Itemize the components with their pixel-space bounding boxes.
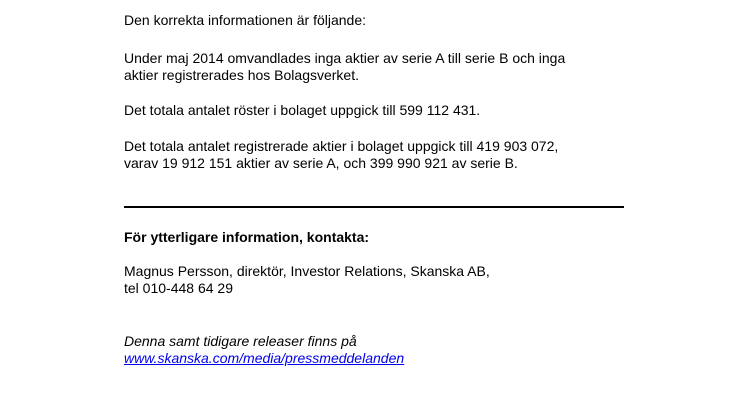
contact-phone-line: tel 010-448 64 29 <box>124 280 233 296</box>
releases-note <box>124 333 404 367</box>
share-conversion-line-1: Under maj 2014 omvandlades inga aktier av serie A till serie B och inga <box>124 50 566 66</box>
section-divider <box>124 206 624 208</box>
contact-heading: För ytterligare information, kontakta: <box>124 229 370 245</box>
contact-name-line: Magnus Persson, direktör, Investor Relations, Skanska AB, <box>124 263 490 279</box>
releases-text: Denna samt tidigare releaser finns på <box>124 333 357 349</box>
share-conversion-paragraph <box>124 50 565 84</box>
press-releases-link[interactable]: www.skanska.com/media/pressmeddelanden <box>124 350 405 366</box>
total-shares-line-2: varav 19 912 151 aktier av serie A, och 399 990 921 av serie B. <box>124 155 518 171</box>
contact-details <box>124 263 490 297</box>
share-conversion-line-2: aktier registrerades hos Bolagsverket. <box>124 67 359 83</box>
intro-text: Den korrekta informationen är följande: <box>124 12 367 28</box>
total-shares-line-1: Det totala antalet registrerade aktier i bolaget uppgick till 419 903 072, <box>124 138 559 154</box>
total-votes-paragraph: Det totala antalet röster i bolaget uppgick till 599 112 431. <box>124 102 481 118</box>
total-shares-paragraph <box>124 138 558 172</box>
